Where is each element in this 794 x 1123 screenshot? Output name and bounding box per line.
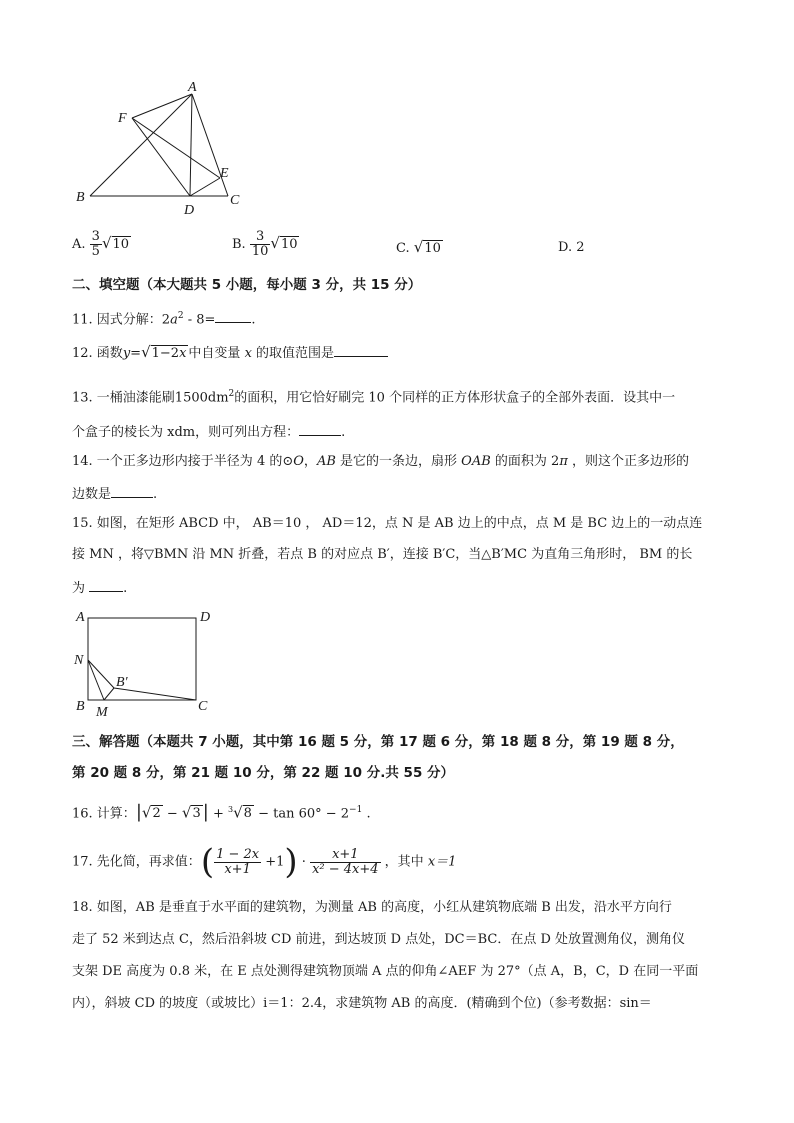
question-15-line-1: 15. 如图，在矩形 ABCD 中， AB＝10 ， AD＝12，点 N 是 AB 边上的中点，点 M 是 BC 边上的一动点连: [72, 516, 703, 531]
label-m: M: [96, 705, 108, 720]
segment-nb-prime: [88, 660, 114, 688]
question-14-line-2: 边数是 .: [72, 484, 157, 504]
label-e: E: [220, 166, 229, 181]
segment-mb-prime: [104, 688, 114, 700]
label-c: C: [198, 699, 208, 714]
label-b: B: [76, 190, 85, 205]
segment-fa: [132, 94, 192, 118]
question-18-line-2: 走了 52 米到达点 C，然后沿斜坡 CD 前进，到达坡顶 D 点处，DC＝BC．在点 D 处放置测角仪，测角仪: [72, 932, 686, 947]
rectangle-abcd: [88, 618, 196, 700]
label-a: A: [188, 80, 197, 95]
label-a: A: [76, 610, 85, 625]
figure-rectangle: [70, 604, 220, 720]
label-b: B: [76, 699, 85, 714]
question-16: 16. 计算：|√2 − √3 | + $^3√8 - \tan 60^\circ - 2^{-1}$ .: [72, 801, 371, 823]
segment-nm: [88, 660, 104, 700]
option-c: C. √10: [396, 238, 441, 256]
answer-blank-15[interactable]: [89, 578, 123, 592]
section-2-heading: 二、填空题（本大题共 5 小题，每小题 3 分，共 15 分）: [72, 277, 422, 293]
option-b: B. $\frac{3}{10}$ √10: [232, 229, 298, 259]
segment-fd: [132, 118, 190, 196]
question-11: 11. 因式分解：$2a^2 - 8=$ .: [72, 311, 256, 328]
answer-blank-14[interactable]: [111, 484, 153, 498]
segment-de: [190, 178, 220, 196]
question-18-line-1: 18. 如图，AB 是垂直于水平面的建筑物，为测量 AB 的高度，小红从建筑物底端 B 出发，沿水平方向行: [72, 900, 672, 915]
label-d: D: [184, 203, 195, 216]
question-13-line-2: 个盒子的棱长为 xdm，则可列出方程： .: [72, 422, 345, 442]
answer-blank-11[interactable]: [215, 309, 251, 323]
question-18-line-3: 支架 DE 高度为 0.8 米，在 E 点处测得建筑物顶端 A 点的仰角∠AEF 为 27°（点 A，B，C，D 在同一平面: [72, 964, 699, 979]
segment-ab: [90, 94, 192, 196]
label-d: D: [200, 610, 211, 625]
label-c: C: [230, 193, 240, 208]
option-a: A. $\frac{3}{5}$ √10: [72, 229, 130, 259]
segment-fe: [132, 118, 220, 178]
question-13-line-1: 13. 一桶油漆能刷$1500dm^2$的面积，用它恰好刷完 10 个同样的正方体形状盒子的全部外表面．设其中一: [72, 389, 676, 406]
section-3-heading-line-2: 第 20 题 8 分，第 21 题 10 分，第 22 题 10 分.共 55 分）: [72, 765, 455, 781]
question-14-line-1: 14. 一个正多边形内接于半径为 4 的⊙O，AB 是它的一条边，扇形 OAB 的面积为 2π ，则这个正多边形的: [72, 454, 689, 469]
question-15-line-3: 为 .: [72, 578, 127, 598]
option-d: D. 2: [558, 240, 585, 255]
question-12: 12. 函数y=√1−2x 中自变量 x 的取值范围是: [72, 343, 388, 363]
label-n: N: [74, 653, 84, 668]
answer-blank-13[interactable]: [299, 422, 341, 436]
question-17: 17. 先化简，再求值：( $\frac{1 - 2x}{x+1}$ +1) · $\frac{x+1}{\text{x² − 4x+4}}$ ，其中 x＝1: [72, 842, 457, 882]
label-b-prime: B′: [116, 675, 128, 690]
answer-blank-12[interactable]: [334, 343, 388, 357]
label-f: F: [118, 111, 127, 126]
question-18-line-4: 内），斜坡 CD 的坡度（或坡比）i＝1：2.4，求建筑物 AB 的高度．(精确到个位)（参考数据：sin＝: [72, 996, 652, 1011]
segment-ad: [190, 94, 192, 196]
section-3-heading-line-1: 三、解答题（本题共 7 小题，其中第 16 题 5 分，第 17 题 6 分，第 18 题 8 分，第 19 题 8 分，: [72, 734, 684, 750]
question-15-line-2: 接 MN ，将▽BMN 沿 MN 折叠，若点 B 的对应点 B′，连接 B′C，当△B′MC 为直角三角形时， BM 的长: [72, 547, 693, 562]
figure-triangle: [70, 76, 250, 216]
